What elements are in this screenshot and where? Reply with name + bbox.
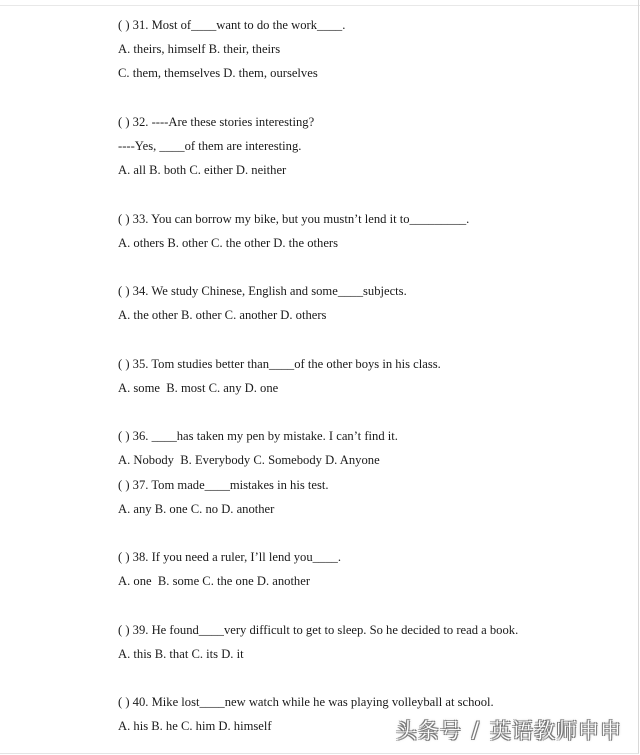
question-31-stem: ( ) 31. Most of____want to do the work____. (118, 18, 346, 32)
question-37-stem: ( ) 37. Tom made____mistakes in his test. (118, 477, 329, 492)
question-35-stem: ( ) 35. Tom studies better than____of the other boys in his class. (118, 356, 441, 371)
question-39-stem: ( ) 39. He found____very difficult to get to sleep. So he decided to read a book. (118, 622, 519, 637)
question-32-stem: ( ) 32. ----Are these stories interesting? (118, 114, 315, 129)
question-34-stem: ( ) 34. We study Chinese, English and some____subjects. (118, 284, 407, 299)
spacer (118, 594, 633, 618)
spacer (118, 400, 633, 424)
spacer (118, 86, 633, 110)
question-31-options-1: A. theirs, himself B. their, theirs (118, 42, 281, 57)
spacer (118, 255, 633, 279)
question-34-options: A. the other B. other C. another D. others (118, 308, 327, 323)
question-37-options: A. any B. one C. no D. another (118, 501, 275, 516)
author-watermark (396, 715, 622, 745)
question-33-stem: ( ) 33. You can borrow my bike, but you mustn’t lend it to_________. (118, 211, 470, 226)
question-32-answer-line: ----Yes, ____of them are interesting. (118, 138, 302, 153)
exercise-document (118, 13, 633, 739)
question-31-options-2: C. them, themselves D. them, ourselves (118, 66, 318, 81)
question-40-options: A. his B. he C. him D. himself (118, 719, 272, 734)
watermark-author: 英语教师申申 (490, 719, 622, 743)
watermark-separator: / (471, 718, 480, 742)
question-35-options: A. some B. most C. any D. one (118, 380, 279, 395)
question-32-options: A. all B. both C. either D. neither (118, 163, 287, 178)
spacer (118, 666, 633, 690)
question-39-options: A. this B. that C. its D. it (118, 646, 244, 661)
question-36-stem: ( ) 36. ____has taken my pen by mistake. I can’t find it. (118, 429, 398, 444)
question-36-options: A. Nobody B. Everybody C. Somebody D. Anyone (118, 453, 380, 468)
spacer (118, 521, 633, 545)
question-40-stem: ( ) 40. Mike lost____new watch while he was playing volleyball at school. (118, 695, 494, 710)
question-38-stem: ( ) 38. If you need a ruler, I’ll lend you____. (118, 550, 341, 565)
watermark-platform: 头条号 (395, 719, 462, 743)
spacer (118, 182, 633, 206)
question-33-options: A. others B. other C. the other D. the others (118, 235, 338, 250)
spacer (118, 327, 633, 351)
question-38-options: A. one B. some C. the one D. another (118, 574, 311, 589)
